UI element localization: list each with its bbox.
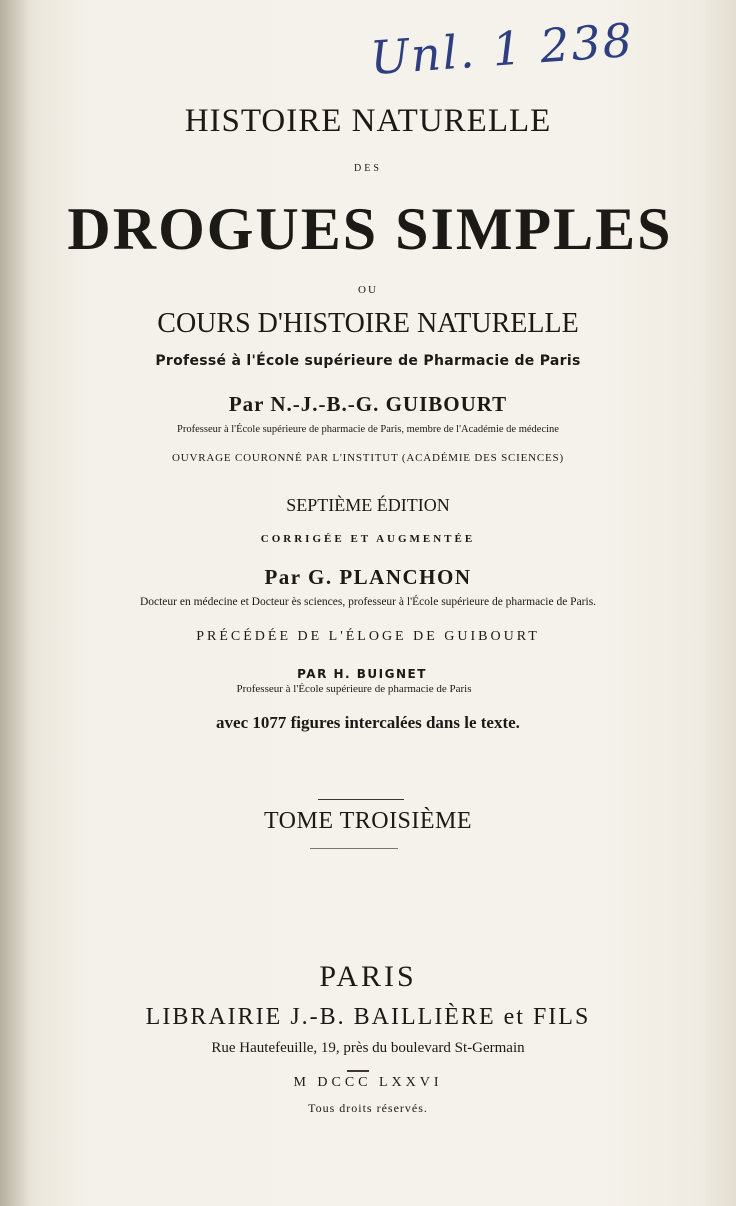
author-description: Professeur à l'École supérieure de pharmacie de Paris, membre de l'Académie de médecine: [177, 424, 559, 435]
main-title: DROGUES SIMPLES: [67, 196, 673, 262]
edition-line: SEPTIÈME ÉDITION: [286, 495, 450, 515]
subtitle-professe: Professé à l'École supérieure de Pharmacie de Paris: [155, 353, 581, 369]
editor-description: Docteur en médecine et Docteur ès sciences, professeur à l'École supérieure de pharmacie de Paris.: [139, 596, 597, 608]
eloge-line: PRÉCÉDÉE DE L'ÉLOGE DE GUIBOURT: [196, 629, 540, 644]
divider-bottom: [310, 848, 398, 849]
eloge-author-description: Professeur à l'École supérieure de pharmacie de Paris: [236, 683, 472, 695]
author-line: Par N.-J.-B.-G. GUIBOURT: [228, 392, 508, 416]
publisher-city: PARIS: [319, 960, 417, 993]
title-des: DES: [354, 163, 382, 174]
subtitle-cours: COURS D'HISTOIRE NATURELLE: [157, 308, 579, 339]
title-ou: OU: [358, 284, 378, 296]
edition-note: CORRIGÉE ET AUGMENTÉE: [260, 533, 476, 545]
eloge-author: PAR H. BUIGNET: [297, 667, 427, 681]
publication-year: M DCCC LXXVI: [293, 1075, 443, 1090]
volume-title: TOME TROISIÈME: [263, 808, 473, 834]
handwritten-shelfmark: Unl. 1 238: [368, 12, 636, 86]
title-line-histoire: HISTOIRE NATURELLE: [184, 103, 552, 139]
award-line: OUVRAGE COURONNÉ PAR L'INSTITUT (ACADÉMIE DES SCIENCES): [172, 452, 564, 464]
rights-notice: Tous droits réservés.: [308, 1101, 428, 1115]
publisher-address: Rue Hautefeuille, 19, près du boulevard St-Germain: [211, 1040, 525, 1056]
figures-note: avec 1077 figures intercalées dans le texte.: [216, 713, 520, 732]
divider-top: [318, 799, 404, 800]
editor-line: Par G. PLANCHON: [264, 565, 472, 589]
publisher-name: LIBRAIRIE J.-B. BAILLIÈRE et FILS: [145, 1004, 591, 1030]
divider-short: [347, 1070, 369, 1072]
